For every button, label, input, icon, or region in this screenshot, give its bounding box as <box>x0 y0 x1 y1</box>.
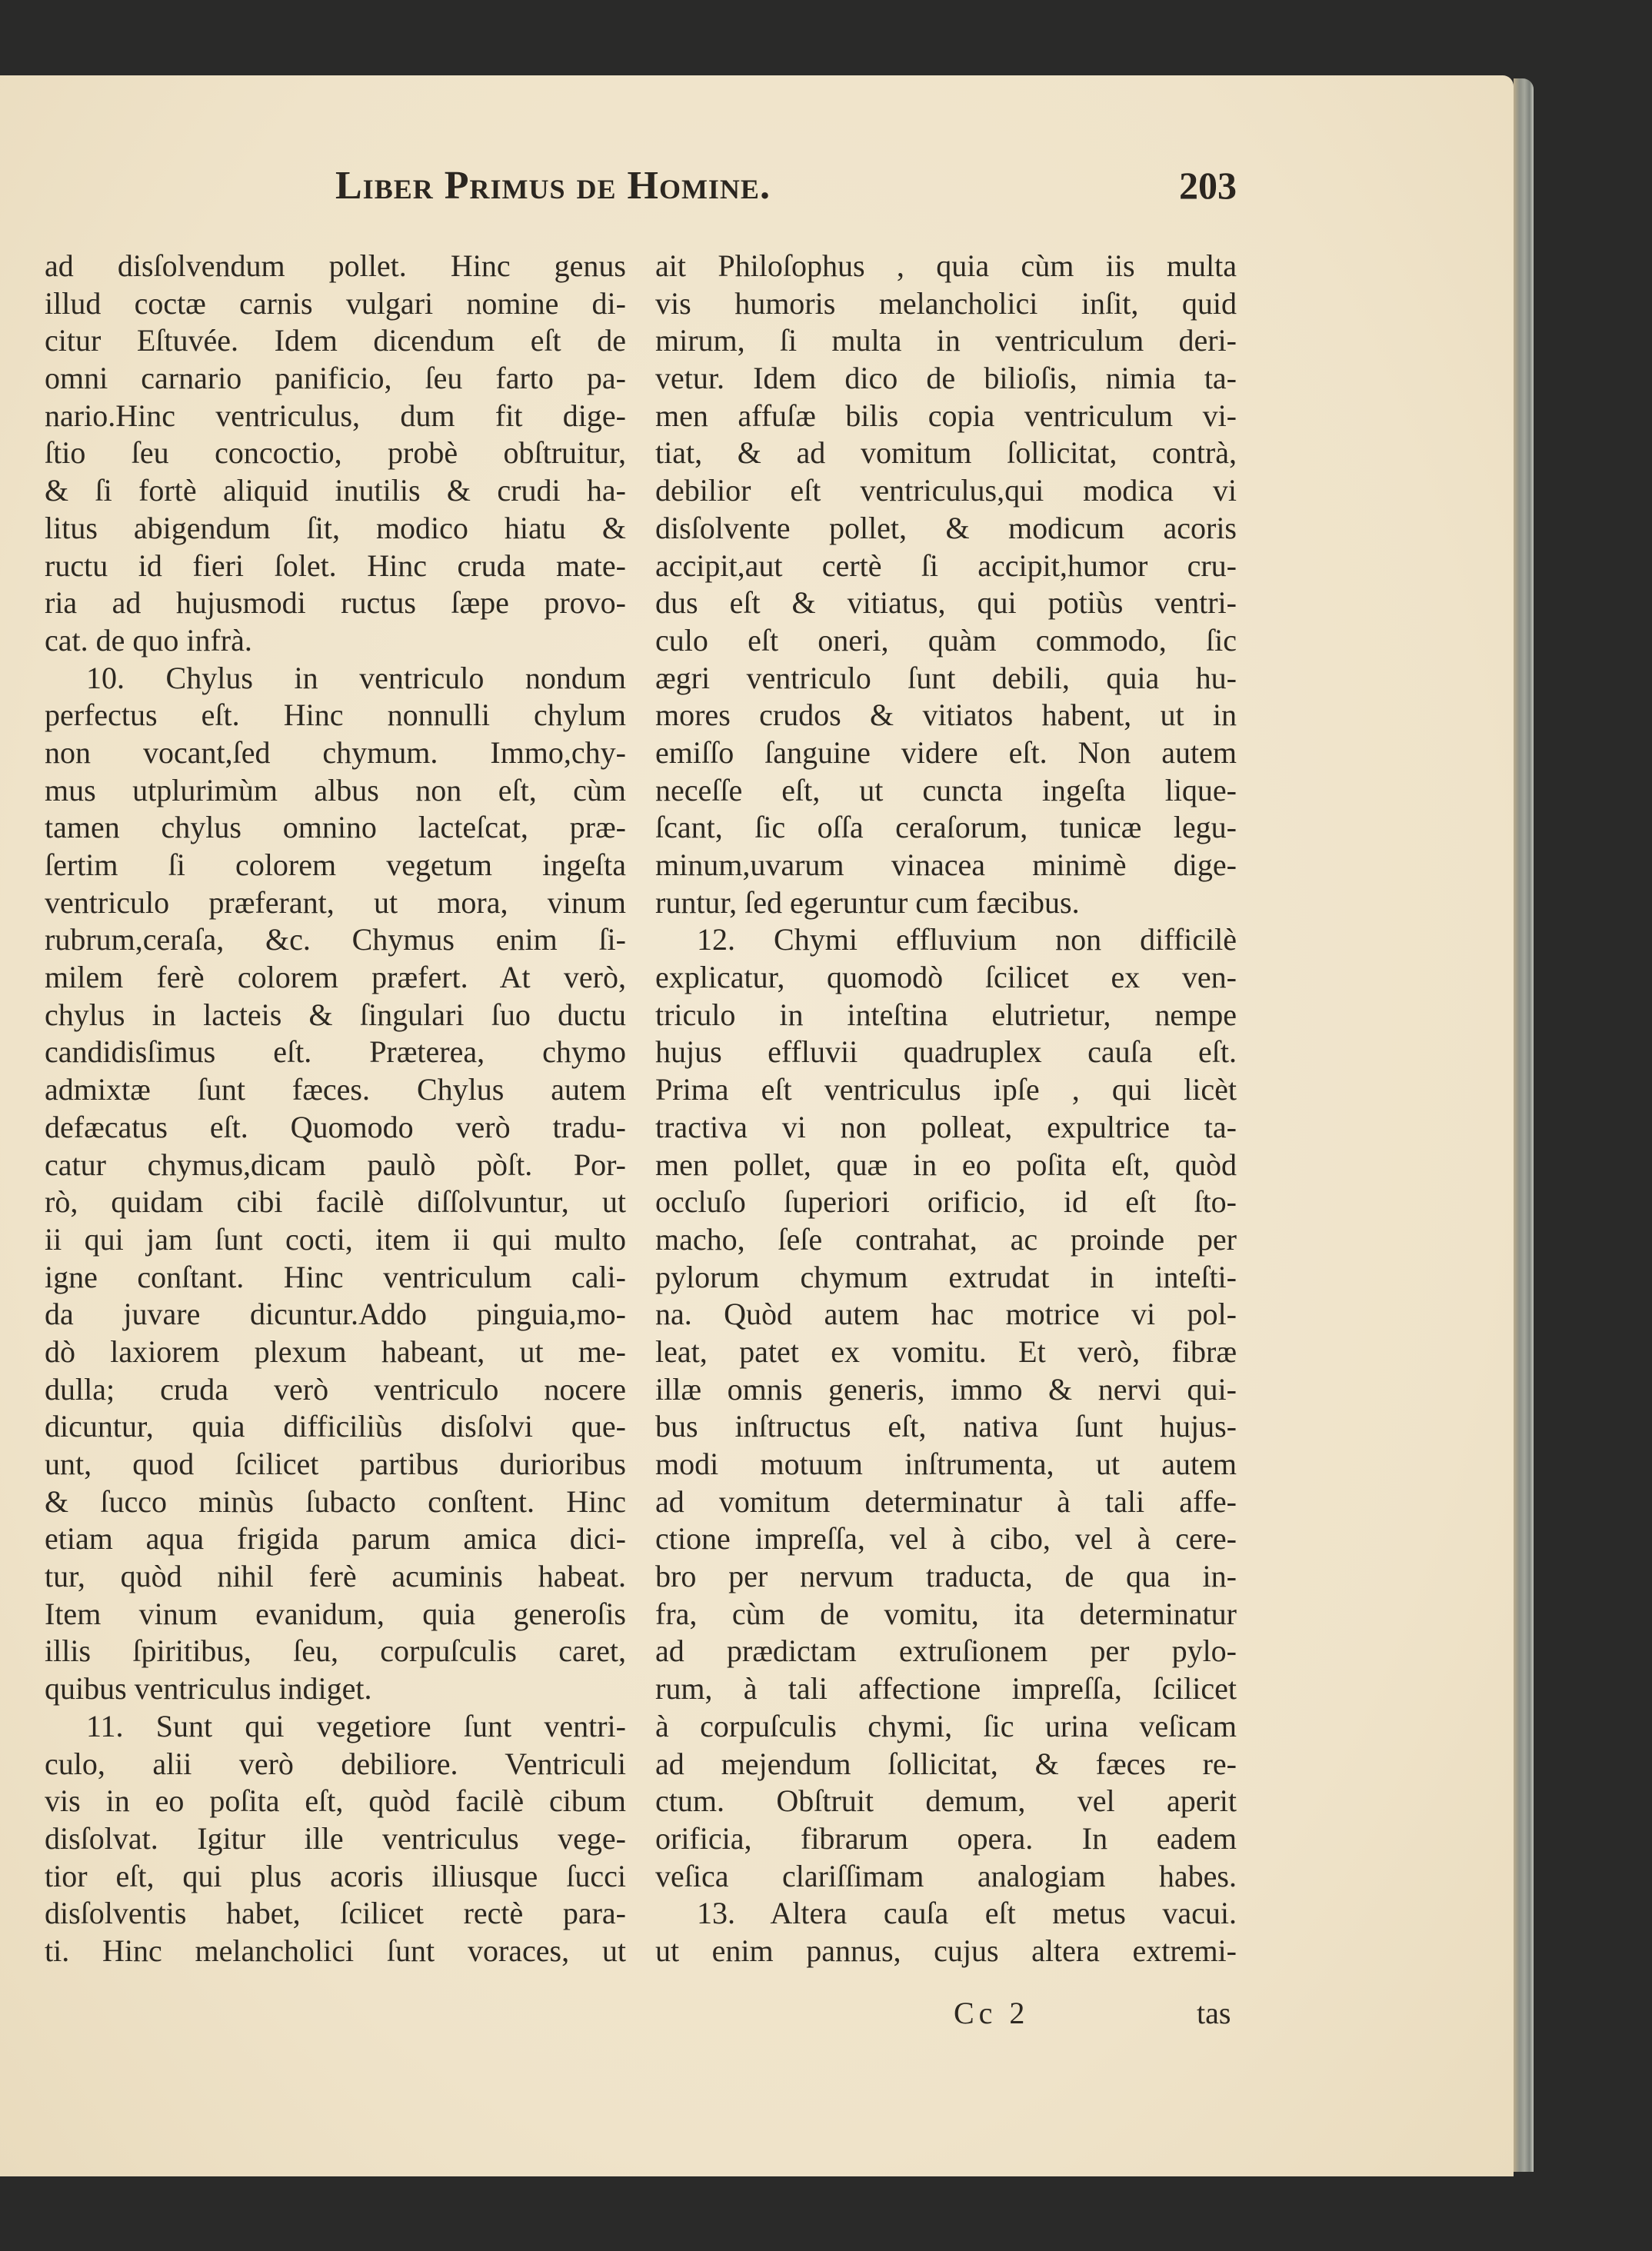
text-line: men pollet, quæ in eo poſita eſt, quòd <box>655 1147 1237 1182</box>
text-line: culo, alii verò debiliore. Ventriculi <box>45 1746 626 1781</box>
text-line: fra, cùm de vomitu, ita determinatur <box>655 1596 1237 1631</box>
text-line: 11. Sunt qui vegetiore ſunt ventri- <box>86 1708 626 1743</box>
text-line: men affuſæ bilis copia ventriculum vi- <box>655 398 1237 433</box>
text-line: defæcatus eſt. Quomodo verò tradu- <box>45 1109 626 1144</box>
text-line: na. Quòd autem hac motrice vi pol- <box>655 1297 1237 1332</box>
text-line: emiſſo ſanguine videre eſt. Non autem <box>655 734 1237 770</box>
text-line: ructu id fieri ſolet. Hinc cruda mate- <box>45 548 626 583</box>
text-line: neceſſe eſt, ut cuncta ingeſta lique- <box>655 772 1237 807</box>
signature-mark: Cc 2 <box>954 1996 1030 2030</box>
text-line: vetur. Idem dico de bilioſis, nimia ta- <box>655 361 1237 396</box>
text-line: ventriculo præferant, ut mora, vinum <box>45 884 626 920</box>
page-number: 203 <box>1179 164 1237 207</box>
page-header <box>45 163 1237 212</box>
text-line: disſolventis habet, ſcilicet rectè para- <box>45 1896 626 1931</box>
text-line: bro per nervum traducta, de qua in- <box>655 1559 1237 1594</box>
text-line: candidisſimus eſt. Præterea, chymo <box>45 1034 626 1070</box>
left-column <box>45 248 626 1970</box>
text-line: orificia, fibrarum opera. In eadem <box>655 1820 1237 1856</box>
text-line: runtur, ſed egeruntur cum fæcibus. <box>655 884 1080 920</box>
text-line: vis humoris melancholici inſit, quid <box>655 285 1237 321</box>
text-line: admixtæ ſunt fæces. Chylus autem <box>45 1072 626 1107</box>
text-line: mirum, ſi multa in ventriculum deri- <box>655 323 1237 358</box>
text-line: etiam aqua frigida parum amica dici- <box>45 1521 626 1557</box>
text-line: illæ omnis generis, immo & nervi qui- <box>655 1371 1237 1407</box>
text-line: ait Philoſophus , quia cùm iis multa <box>655 248 1237 283</box>
text-line: citur Eſtuvée. Idem dicendum eſt de <box>45 323 626 358</box>
text-line: tamen chylus omnino lacteſcat, præ- <box>45 810 626 845</box>
text-line: tior eſt, qui plus acoris illiusque ſucci <box>45 1858 626 1893</box>
text-line: milem ferè colorem præfert. At verò, <box>45 960 626 995</box>
text-line: leat, patet ex vomitu. Et verò, fibræ <box>655 1334 1237 1369</box>
text-line: da juvare dicuntur.Addo pinguia,mo- <box>45 1297 626 1332</box>
text-line: vis in eo poſita eſt, quòd facilè cibum <box>45 1783 626 1819</box>
text-line: modi motuum inſtrumenta, ut autem <box>655 1447 1237 1481</box>
text-line: bus inſtructus eſt, nativa ſunt hujus- <box>655 1409 1237 1444</box>
text-line: culo eſt oneri, quàm commodo, ſic <box>655 622 1237 658</box>
text-line: ut enim pannus, cujus altera extremi- <box>655 1933 1237 1968</box>
text-line: dicuntur, quia difficiliùs disſolvi que- <box>45 1409 626 1444</box>
text-line: dus eſt & vitiatus, qui potiùs ventri- <box>655 585 1237 621</box>
text-line: omni carnario panificio, ſeu farto pa- <box>45 361 626 396</box>
text-line: mores crudos & vitiatos habent, ut in <box>655 698 1237 733</box>
text-line: tractiva vi non polleat, expultrice ta- <box>655 1109 1237 1144</box>
text-line: & ſucco minùs ſubacto conſtent. Hinc <box>45 1483 626 1519</box>
text-line: & ſi fortè aliquid inutilis & crudi ha- <box>45 473 626 508</box>
text-line: à corpuſculis chymi, ſic urina veſicam <box>655 1708 1237 1743</box>
text-line: tiat, & ad vomitum ſollicitat, contrà, <box>655 435 1237 471</box>
text-line: rò, quidam cibi facilè diſſolvuntur, ut <box>45 1184 626 1220</box>
text-line: dulla; cruda verò ventriculo nocere <box>45 1371 626 1407</box>
text-line: cat. de quo infrà. <box>45 622 252 658</box>
text-line: illis ſpiritibus, ſeu, corpuſculis caret, <box>45 1633 626 1669</box>
text-line: igne conſtant. Hinc ventriculum cali- <box>45 1259 626 1294</box>
text-line: tur, quòd nihil ferè acuminis habeat. <box>45 1559 626 1594</box>
text-line: quibus ventriculus indiget. <box>45 1671 372 1707</box>
text-line: minum,uvarum vinacea minimè dige- <box>655 847 1237 882</box>
text-line: non vocant,ſed chymum. Immo,chy- <box>45 734 626 770</box>
text-line: ad vomitum determinatur à tali affe- <box>655 1483 1237 1519</box>
text-line: Item vinum evanidum, quia generoſis <box>45 1596 626 1631</box>
text-line: litus abigendum ſit, modico hiatu & <box>45 510 626 545</box>
text-line: mus utplurimùm albus non eſt, cùm <box>45 772 626 807</box>
text-line: rum, à tali affectione impreſſa, ſcilicet <box>655 1671 1237 1707</box>
text-line: explicatur, quomodò ſcilicet ex ven- <box>655 960 1237 995</box>
text-line: ctione impreſſa, vel à cibo, vel à cere- <box>655 1521 1237 1557</box>
text-line: catur chymus,dicam paulò pòſt. Por- <box>45 1147 626 1182</box>
text-line: triculo in inteſtina elutrietur, nempe <box>655 997 1237 1032</box>
text-line: debilior eſt ventriculus,qui modica vi <box>655 473 1237 508</box>
text-line: dò laxiorem plexum habeant, ut me- <box>45 1334 626 1369</box>
text-line: ad disſolvendum pollet. Hinc genus <box>45 248 626 283</box>
text-line: ſcant, ſic oſſa ceraſorum, tunicæ legu- <box>655 810 1237 845</box>
text-line: ctum. Obſtruit demum, vel aperit <box>655 1783 1237 1819</box>
text-line: disſolvat. Igitur ille ventriculus vege- <box>45 1820 626 1856</box>
page-edge <box>1514 78 1534 2172</box>
text-line: Prima eſt ventriculus ipſe , qui licèt <box>655 1072 1237 1107</box>
right-column <box>655 248 1237 1970</box>
text-line: chylus in lacteis & ſingulari ſuo ductu <box>45 997 626 1032</box>
catchword: tas <box>1197 1996 1231 2030</box>
text-line: veſica clariſſimam analogiam habes. <box>655 1858 1237 1893</box>
text-line: disſolvente pollet, & modicum acoris <box>655 510 1237 545</box>
text-line: accipit,aut certè ſi accipit,humor cru- <box>655 548 1237 583</box>
running-title: Liber Primus de Homine. <box>335 164 771 208</box>
text-line: pylorum chymum extrudat in inteſti- <box>655 1259 1237 1294</box>
text-line: 12. Chymi effluvium non difficilè <box>697 922 1237 957</box>
text-line: nario.Hinc ventriculus, dum fit dige- <box>45 398 626 433</box>
text-line: unt, quod ſcilicet partibus durioribus <box>45 1447 626 1481</box>
text-line: occluſo ſuperiori orificio, id eſt ſto- <box>655 1184 1237 1220</box>
text-line: rubrum,ceraſa, &c. Chymus enim ſi- <box>45 922 626 957</box>
text-line: ria ad hujusmodi ructus ſæpe provo- <box>45 585 626 621</box>
text-line: ii qui jam ſunt cocti, item ii qui multo <box>45 1221 626 1257</box>
text-line: ad prædictam extruſionem per pylo- <box>655 1633 1237 1669</box>
text-line: hujus effluvii quadruplex cauſa eſt. <box>655 1034 1237 1070</box>
text-line: ægri ventriculo ſunt debili, quia hu- <box>655 660 1237 695</box>
text-line: perfectus eſt. Hinc nonnulli chylum <box>45 698 626 733</box>
text-line: macho, ſeſe contrahat, ac proinde per <box>655 1221 1237 1257</box>
text-line: ſtio ſeu concoctio, probè obſtruitur, <box>45 435 626 471</box>
text-line: ſertim ſi colorem vegetum ingeſta <box>45 847 626 882</box>
text-line: 10. Chylus in ventriculo nondum <box>86 660 626 695</box>
text-line: 13. Altera cauſa eſt metus vacui. <box>697 1896 1237 1931</box>
text-line: ti. Hinc melancholici ſunt voraces, ut <box>45 1933 626 1968</box>
text-line: illud coctæ carnis vulgari nomine di- <box>45 285 626 321</box>
text-line: ad mejendum ſollicitat, & fæces re- <box>655 1746 1237 1781</box>
